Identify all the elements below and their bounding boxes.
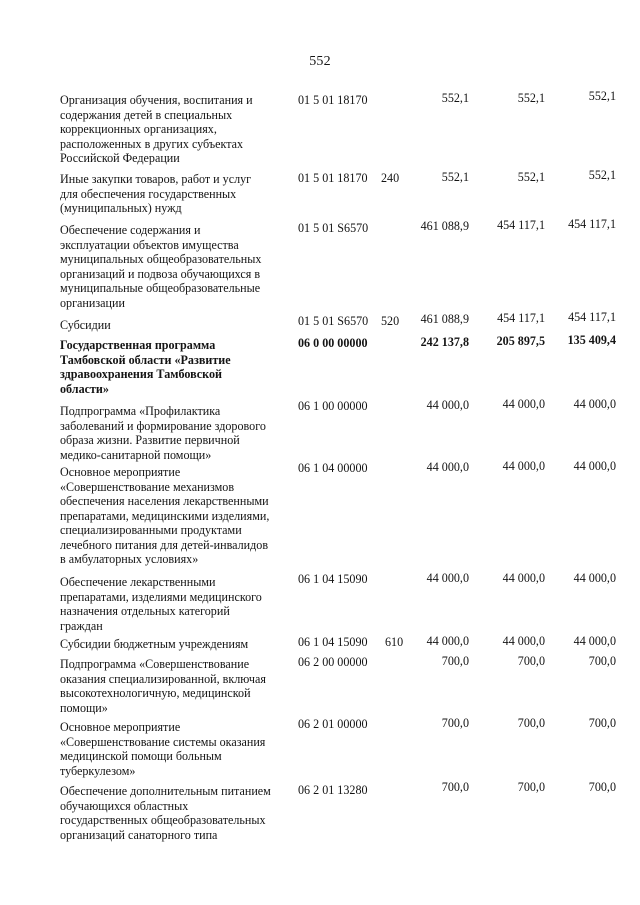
row-name: Основное мероприятие «Совершенствование системы оказания медицинской помощи больным туберкулезом» (60, 720, 266, 778)
row-value-year-2: 552,1 (517, 91, 545, 105)
row-value-year-1: 552,1 (441, 170, 469, 184)
row-name: Иные закупки товаров, работ и услуг для обеспечения государственных (муниципальных) нужд (60, 172, 252, 215)
row-value-year-2: 454 117,1 (497, 311, 545, 325)
row-value-year-2: 44 000,0 (502, 571, 545, 585)
row-code: 01 5 01 18170 (298, 171, 368, 185)
row-name: Подпрограмма «Профилактика заболеваний и формирование здорового образа жизни. Развитие первичной медико-санитарной помощи» (60, 404, 266, 462)
row-value-year-3: 454 117,1 (568, 217, 616, 231)
row-value-year-1: 552,1 (441, 91, 469, 105)
row-value-year-1: 700,0 (441, 716, 469, 730)
row-code: 06 1 04 15090 (298, 635, 368, 649)
row-name: Субсидии (60, 318, 111, 332)
row-value-year-3: 700,0 (588, 654, 616, 668)
row-value-year-2: 205 897,5 (496, 334, 545, 348)
row-code: 06 2 01 13280 (298, 783, 368, 797)
row-code: 06 2 00 00000 (298, 655, 368, 669)
row-value-year-2: 552,1 (517, 170, 545, 184)
row-value-year-1: 44 000,0 (426, 460, 469, 474)
row-value-year-3: 552,1 (588, 89, 616, 103)
row-name: Подпрограмма «Совершенствование оказания специализированной, включая высокотехнологичную, медицинской помощи» (60, 657, 266, 715)
row-value-year-1: 461 088,9 (420, 312, 469, 326)
row-code: 06 1 00 00000 (298, 399, 368, 413)
row-value-year-3: 454 117,1 (568, 310, 616, 324)
row-value-year-2: 700,0 (517, 716, 545, 730)
row-value-year-3: 44 000,0 (573, 459, 616, 473)
row-name: Субсидии бюджетным учреждениям (60, 637, 249, 651)
row-name: Государственная программа Тамбовской области «Развитие здравоохранения Тамбовской области» (60, 338, 231, 396)
row-value-year-2: 700,0 (517, 780, 545, 794)
row-value-year-1: 461 088,9 (420, 219, 469, 233)
row-code: 06 1 04 00000 (298, 461, 368, 475)
row-expense-type: 610 (385, 635, 404, 649)
row-name: Обеспечение лекарственными препаратами, изделиями медицинского назначения отдельных категорий граждан (60, 575, 262, 633)
row-value-year-2: 44 000,0 (502, 459, 545, 473)
row-value-year-3: 135 409,4 (567, 333, 616, 347)
row-name: Обеспечение содержания и эксплуатации объектов имущества муниципальных общеобразовательных организаций и подвоза обучающихся в муниципальные общеобразовательные организации (60, 223, 262, 310)
row-code: 06 1 04 15090 (298, 572, 368, 586)
row-name: Обеспечение дополнительным питанием обучающихся областных государственных общеобразовательных организаций санаторного типа (60, 784, 271, 842)
row-value-year-3: 552,1 (588, 168, 616, 182)
row-value-year-1: 700,0 (441, 780, 469, 794)
row-code: 06 0 00 00000 (298, 336, 368, 350)
row-value-year-1: 700,0 (441, 654, 469, 668)
row-code: 01 5 01 18170 (298, 93, 368, 107)
row-name: Основное мероприятие «Совершенствование механизмов обеспечения населения лекарственными препаратами, медицинскими изделиями, специализированными продуктами лечебного питания для детей-инвалидов в амбулаторных условиях» (60, 465, 270, 566)
row-expense-type: 520 (381, 314, 400, 328)
row-code: 06 2 01 00000 (298, 717, 368, 731)
row-value-year-3: 44 000,0 (573, 571, 616, 585)
row-value-year-3: 44 000,0 (573, 397, 616, 411)
row-code: 01 5 01 S6570 (298, 221, 369, 235)
row-code: 01 5 01 S6570 (298, 314, 369, 328)
row-value-year-2: 44 000,0 (502, 634, 545, 648)
row-expense-type: 240 (381, 171, 400, 185)
row-value-year-1: 44 000,0 (426, 634, 469, 648)
row-value-year-2: 44 000,0 (502, 397, 545, 411)
row-value-year-1: 44 000,0 (426, 571, 469, 585)
row-value-year-2: 454 117,1 (497, 218, 545, 232)
row-value-year-1: 242 137,8 (420, 335, 469, 349)
row-name: Организация обучения, воспитания и содержания детей в специальных коррекционных организациях, расположенных в других субъектах Российской Федерации (60, 93, 253, 165)
row-value-year-3: 44 000,0 (573, 634, 616, 648)
page-number: 552 (309, 54, 331, 69)
row-value-year-3: 700,0 (588, 780, 616, 794)
row-value-year-2: 700,0 (517, 654, 545, 668)
row-value-year-1: 44 000,0 (426, 398, 469, 412)
row-value-year-3: 700,0 (588, 716, 616, 730)
